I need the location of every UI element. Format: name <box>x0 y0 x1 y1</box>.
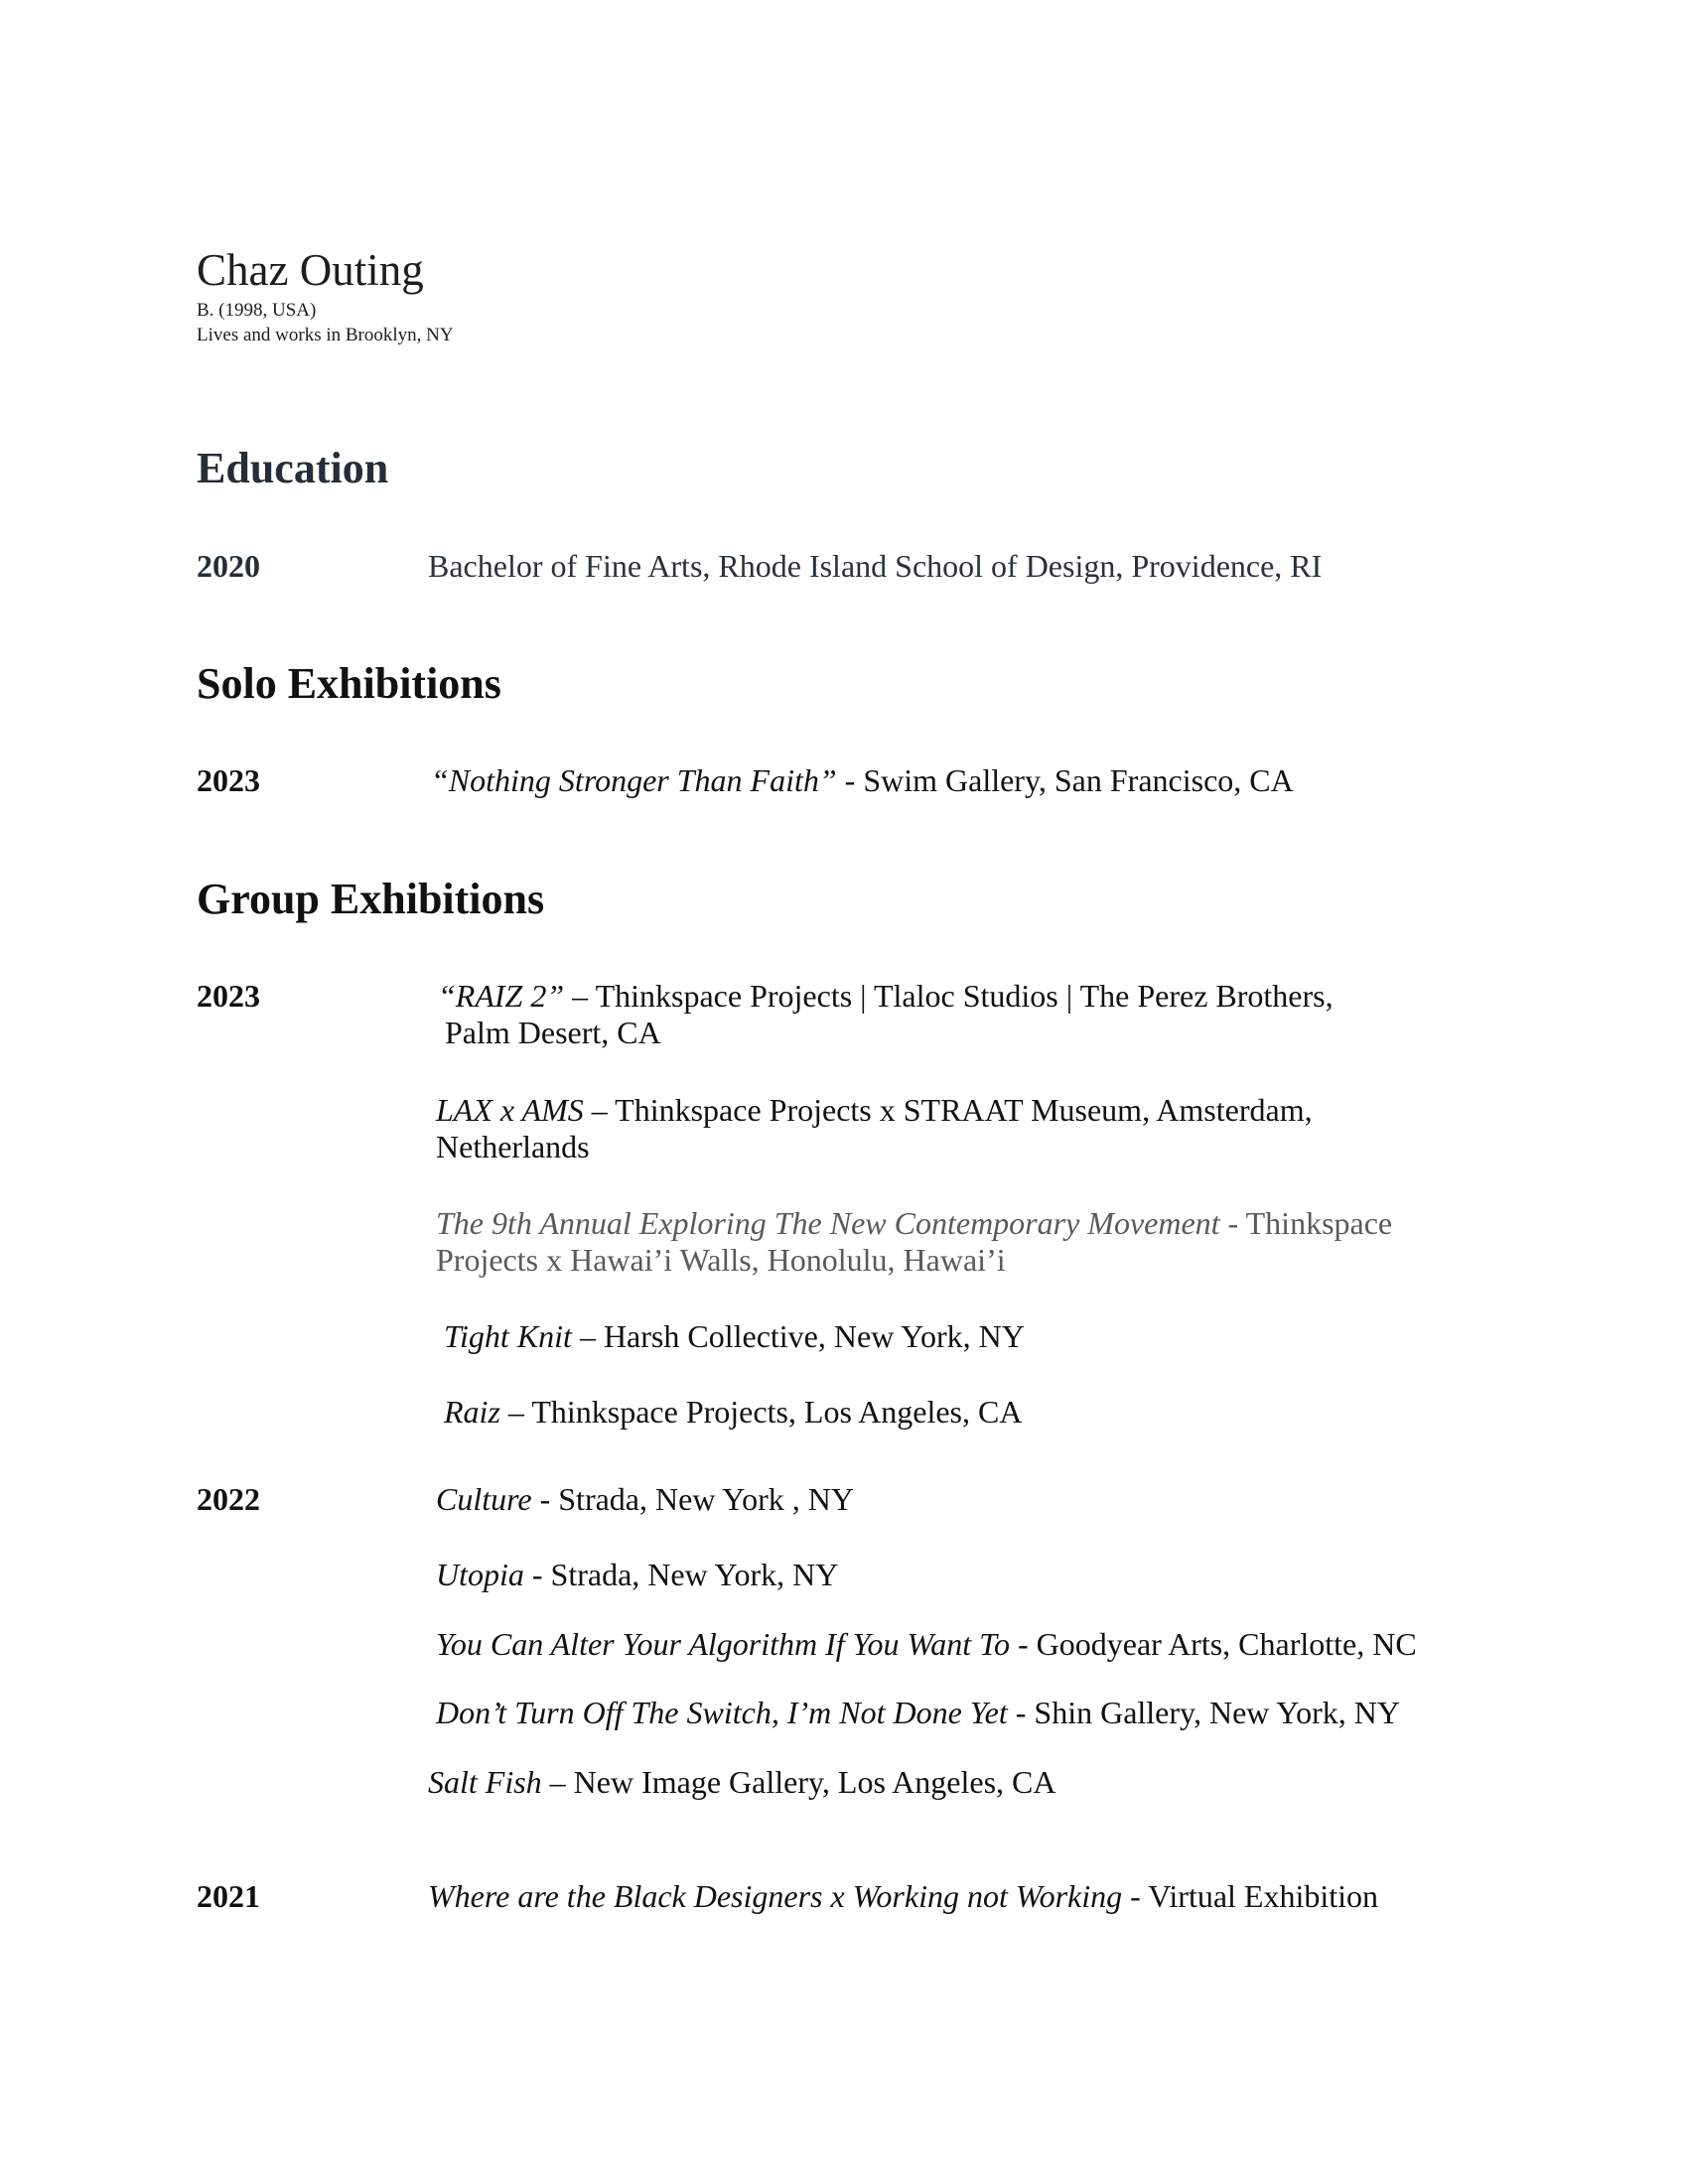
location-info: Lives and works in Brooklyn, NY <box>197 325 454 345</box>
education-year: 2020 <box>197 548 260 584</box>
group-entry-continued: Netherlands <box>436 1129 590 1164</box>
group-entry-continued: Palm Desert, CA <box>445 1015 661 1050</box>
solo-entry <box>431 762 1294 799</box>
exhibition-detail: – Thinkspace Projects x STRAAT Museum, Amsterdam, <box>583 1092 1313 1128</box>
exhibition-detail: – Harsh Collective, New York, NY <box>571 1318 1025 1354</box>
group-year-2022: 2022 <box>197 1481 260 1517</box>
group-entry <box>428 1878 1378 1915</box>
group-entry <box>444 1318 1025 1355</box>
exhibition-title: Raiz <box>444 1394 500 1430</box>
exhibition-title: Culture <box>436 1481 532 1517</box>
exhibition-title: “RAIZ 2” <box>438 978 565 1014</box>
solo-year: 2023 <box>197 762 260 798</box>
exhibition-title: Don’t Turn Off The Switch, I’m Not Done Yet <box>436 1695 1008 1730</box>
exhibition-detail: - Strada, New York, NY <box>523 1557 839 1592</box>
group-entry <box>438 978 1334 1015</box>
group-entry <box>436 1205 1392 1242</box>
group-entry <box>428 1764 1055 1801</box>
group-year-2023: 2023 <box>197 978 260 1014</box>
group-entry <box>444 1394 1022 1431</box>
group-entry <box>436 1626 1417 1663</box>
exhibition-title: Utopia <box>436 1557 524 1592</box>
birth-info: B. (1998, USA) <box>197 300 317 321</box>
exhibition-title: The 9th Annual Exploring The New Contemporary Movement <box>436 1205 1220 1241</box>
group-entry-continued: Projects x Hawai’i Walls, Honolulu, Hawai’i <box>436 1242 1006 1278</box>
group-entry <box>436 1481 854 1518</box>
exhibition-detail: – Thinkspace Projects, Los Angeles, CA <box>499 1394 1023 1430</box>
exhibition-title: LAX x AMS <box>436 1092 584 1128</box>
artist-name: Chaz Outing <box>197 245 424 295</box>
exhibition-title: “Nothing Stronger Than Faith” <box>431 762 837 798</box>
exhibition-detail: - Strada, New York , NY <box>531 1481 855 1517</box>
exhibition-detail: - Virtual Exhibition <box>1122 1878 1379 1914</box>
education-heading: Education <box>197 444 389 492</box>
group-exhibitions-heading: Group Exhibitions <box>197 875 545 923</box>
exhibition-title: Tight Knit <box>444 1318 572 1354</box>
exhibition-detail: - Swim Gallery, San Francisco, CA <box>836 762 1294 798</box>
exhibition-title: Salt Fish <box>428 1764 542 1800</box>
exhibition-detail: - Goodyear Arts, Charlotte, NC <box>1010 1626 1417 1662</box>
exhibition-detail: - Shin Gallery, New York, NY <box>1007 1695 1400 1730</box>
exhibition-detail: - Thinkspace <box>1219 1205 1393 1241</box>
education-entry: Bachelor of Fine Arts, Rhode Island School of Design, Providence, RI <box>428 548 1323 584</box>
group-entry <box>436 1557 838 1593</box>
group-year-2021: 2021 <box>197 1878 260 1914</box>
group-entry <box>436 1092 1313 1129</box>
exhibition-detail: – New Image Gallery, Los Angeles, CA <box>541 1764 1056 1800</box>
exhibition-detail: – Thinkspace Projects | Tlaloc Studios | The Perez Brothers, <box>564 978 1334 1014</box>
exhibition-title: Where are the Black Designers x Working not Working <box>428 1878 1123 1914</box>
exhibition-title: You Can Alter Your Algorithm If You Want To <box>436 1626 1010 1662</box>
group-entry <box>436 1695 1400 1731</box>
solo-exhibitions-heading: Solo Exhibitions <box>197 659 501 708</box>
